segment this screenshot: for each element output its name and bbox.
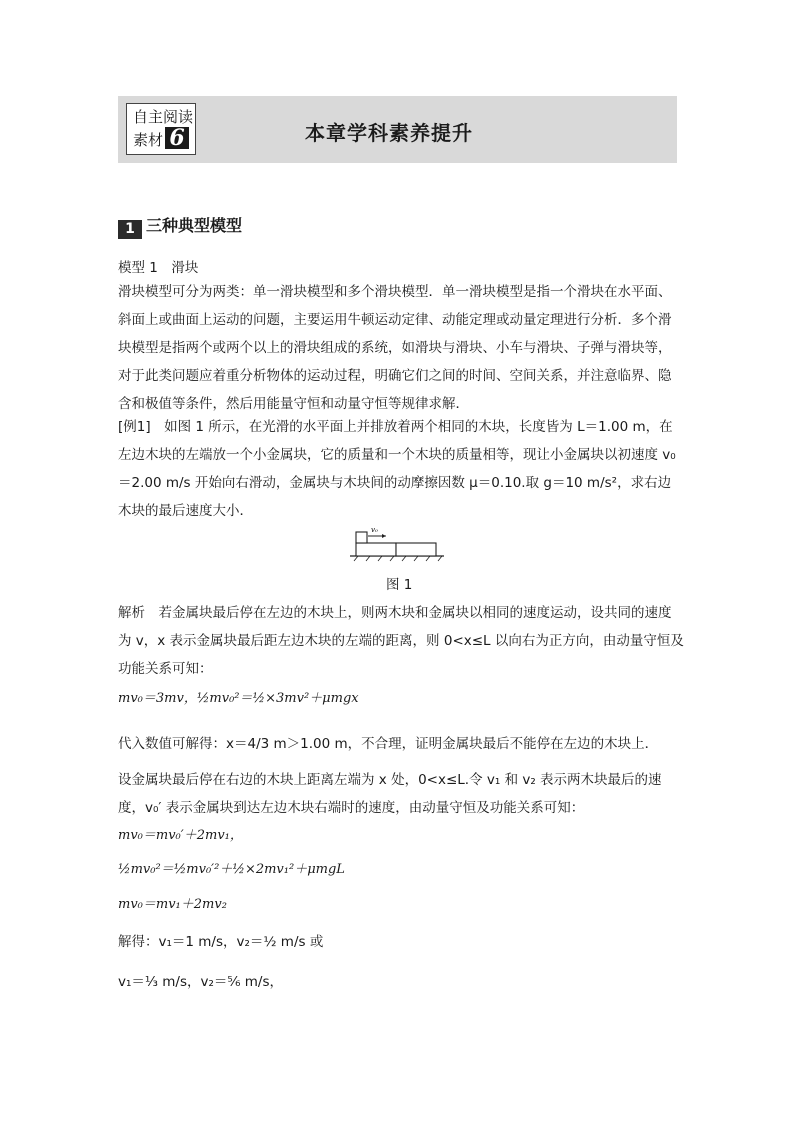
right-block (396, 543, 436, 556)
figure-1-diagram (348, 523, 446, 567)
section-number: 1 (118, 220, 142, 239)
example-text: 如图 1 所示，在光滑的水平面上并排放着两个相同的木块，长度皆为 L＝1.00 m，在左边木块的左端放一个小金属块，它的质量和一个木块的质量相等，现让小金属块以初速度 v₀＝2.00 m/s 开始向右滑动，金属块与木块间的动摩擦因数 μ＝0.10.取 g＝10 m/s²，求右边木块的最后速度大小． (118, 419, 676, 519)
arrow-label: v₀ (371, 526, 378, 534)
equation-2: mv₀＝mv₀′＋2mv₁， (118, 828, 243, 843)
badge-line-1: 自主阅读 (133, 108, 194, 126)
section-heading (118, 213, 242, 239)
section-title: 三种典型模型 (146, 216, 243, 235)
case-two-text: 设金属块最后停在右边的木块上距离左端为 x 处，0<x≤L.令 v₁ 和 v₂ 表示两木块最后的速度，v₀′ 表示金属块到达左边木块右端时的速度，由动量守恒及功能关系可知： (118, 772, 662, 816)
equation-4: mv₀＝mv₁＋2mv₂ (118, 897, 227, 912)
page-title: 本章学科素养提升 (305, 121, 473, 145)
model-intro: 滑块模型可分为两类：单一滑块模型和多个滑块模型．单一滑块模型是指一个滑块在水平面、斜面上或曲面上运动的问题，主要运用牛顿运动定律、动能定理或动量定理进行分析．多个滑块模型是指两个或两个以上的滑块组成的系统，如滑块与滑块、小车与滑块、子弹与滑块等，对于此类问题应着重分析物体的运动过程，明确它们之间的时间、空间关系，并注意临界、隐含和极值等条件，然后用能量守恒和动量守恒等规律求解． (118, 284, 672, 412)
chapter-banner (118, 96, 677, 163)
ground-hatch (354, 556, 442, 561)
model-heading: 模型 1 滑块 (118, 260, 199, 276)
solution-label: 解析 (118, 605, 145, 621)
metal-block (356, 532, 367, 543)
reading-badge (126, 103, 196, 155)
badge-number: 6 (165, 127, 189, 149)
result-line-2: v₁＝⅓ m/s，v₂＝⅚ m/s， (118, 974, 284, 990)
solution-text: 若金属块最后停在左边的木块上，则两木块和金属块以相同的速度运动，设共同的速度为 v，x 表示金属块最后距左边木块的左端的距离，则 0<x≤L 以向右为正方向，由动量守恒及功能关系可知： (118, 605, 684, 677)
left-block (356, 543, 396, 556)
equation-1: mv₀＝3mv，½mv₀²＝½×3mv²＋μmgx (118, 691, 359, 706)
example-label: [例1] (118, 419, 151, 435)
substitution-result: 代入数值可解得：x＝4/3 m＞1.00 m，不合理，证明金属块最后不能停在左边的木块上． (118, 736, 659, 752)
result-line-1: 解得：v₁＝1 m/s，v₂＝½ m/s 或 (118, 934, 324, 950)
figure-caption: 图 1 (386, 577, 413, 593)
arrow-head (382, 534, 386, 538)
example-problem (118, 413, 684, 525)
badge-line-2: 素材 (133, 131, 164, 149)
solution-intro (118, 599, 684, 683)
equation-3: ½mv₀²＝½mv₀′²＋½×2mv₁²＋μmgL (118, 862, 345, 877)
